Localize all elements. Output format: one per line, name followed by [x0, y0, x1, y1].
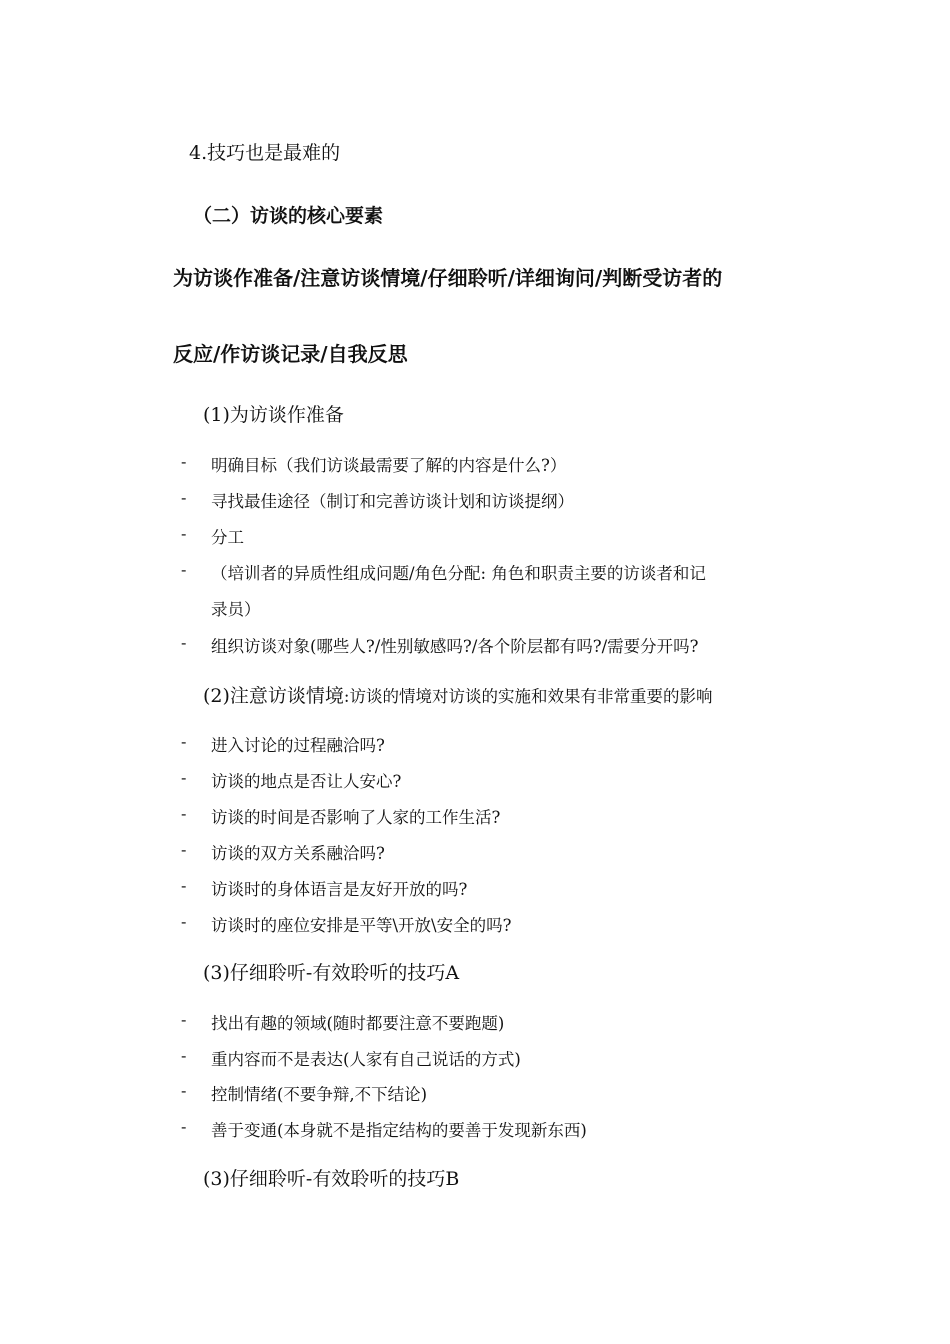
list-item: 重内容而不是表达(人家有自己说话的方式) [211, 1050, 521, 1069]
dash-marker: - [181, 768, 187, 787]
dash-marker: - [181, 560, 187, 579]
subsection-title-main: (2)注意访谈情境 [203, 685, 344, 707]
list-item: 进入讨论的过程融洽吗? [211, 736, 385, 755]
dash-marker: - [181, 804, 187, 823]
dash-marker: - [181, 1117, 187, 1136]
subsection-title-3a: (3)仔细聆听-有效聆听的技巧A [203, 962, 460, 984]
dash-marker: - [181, 1081, 187, 1100]
list-item: 访谈的地点是否让人安心? [211, 772, 402, 791]
list-item: 访谈的时间是否影响了人家的工作生活? [211, 808, 501, 827]
subsection-title-1: (1)为访谈作准备 [203, 404, 344, 426]
dash-marker: - [181, 876, 187, 895]
dash-marker: - [181, 840, 187, 859]
dash-marker: - [181, 633, 187, 652]
list-item: 善于变通(本身就不是指定结构的要善于发现新东西) [211, 1121, 587, 1140]
core-elements-line-2: 反应/作访谈记录/自我反思 [173, 342, 408, 366]
list-item: 访谈时的座位安排是平等\开放\安全的吗? [211, 916, 512, 935]
section-heading: （二）访谈的核心要素 [193, 205, 384, 227]
list-item: 找出有趣的领域(随时都要注意不要跑题) [211, 1014, 505, 1033]
subsection-title-3b: (3)仔细聆听-有效聆听的技巧B [203, 1168, 460, 1190]
subsection-title-2 [203, 681, 712, 708]
list-item-4: 4.技巧也是最难的 [189, 142, 341, 164]
dash-marker: - [181, 1046, 187, 1065]
core-elements-line-1: 为访谈作准备/注意访谈情境/仔细聆听/详细询问/判断受访者的 [173, 266, 723, 290]
dash-marker: - [181, 524, 187, 543]
subsection-title-sub: :访谈的情境对访谈的实施和效果有非常重要的影响 [343, 687, 713, 706]
list-item: 控制情绪(不要争辩,不下结论) [211, 1085, 428, 1104]
dash-marker: - [181, 1010, 187, 1029]
list-item: （培训者的异质性组成问题/角色分配: 角色和职责主要的访谈者和记 [211, 564, 706, 583]
list-item: 组织访谈对象(哪些人?/性别敏感吗?/各个阶层都有吗?/需要分开吗? [211, 637, 699, 656]
list-item: 明确目标（我们访谈最需要了解的内容是什么?） [211, 456, 567, 475]
dash-marker: - [181, 452, 187, 471]
list-item: 寻找最佳途径（制订和完善访谈计划和访谈提纲） [211, 492, 574, 511]
list-item: 分工 [211, 528, 244, 547]
dash-marker: - [181, 488, 187, 507]
list-item: 访谈时的身体语言是友好开放的吗? [211, 880, 468, 899]
dash-marker: - [181, 732, 187, 751]
dash-marker: - [181, 912, 187, 931]
list-item: 访谈的双方关系融洽吗? [211, 844, 385, 863]
list-item-continuation: 录员） [211, 600, 261, 619]
